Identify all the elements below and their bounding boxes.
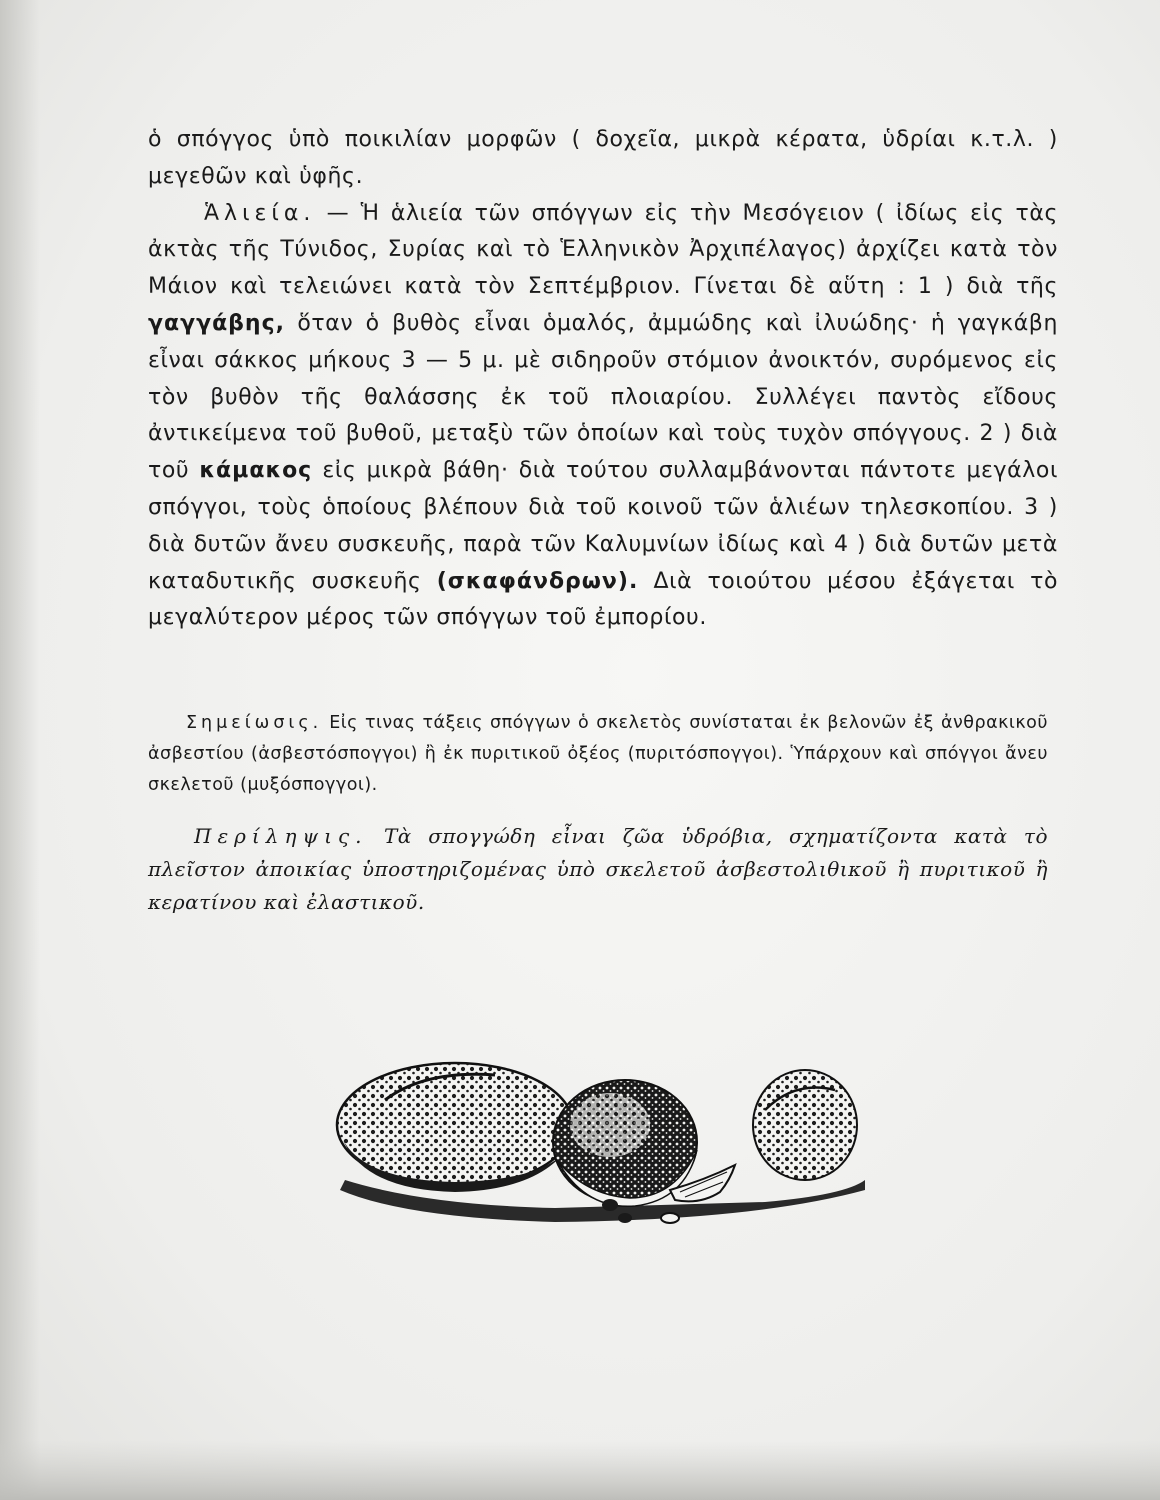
note-heading: Σημείωσις. [186,713,323,733]
note-paragraph [148,708,1048,801]
term-skafandra: (σκαφάνδρων). [436,568,639,594]
paragraph-2 [148,196,1058,638]
summary-paragraph [148,820,1048,919]
note-section [148,708,1048,801]
note-text: Εἰς τινας τάξεις σπόγγων ὁ σκελετὸς συνίσταται ἐκ βελονῶν ἐξ ἀνθρακικοῦ ἀσβεστίου (ἀσβεστόσπογγοι) ἢ ἐκ πυριτικοῦ ὀξέος (πυριτόσπογγοι). Ὑπάρχουν καὶ σπόγγοι ἄνευ σκελετοῦ (μυξόσπογγοι). [148,713,1048,795]
paragraph-2-text-a: — Ἡ ἁλιεία τῶν σπόγγων εἰς τὴν Μεσόγειον ( ἰδίως εἰς τὰς ἀκτὰς τῆς Τύνιδος, Συρίας καὶ τὸ Ἑλληνικὸν Ἀρχιπέλαγος) ἀρχίζει κατὰ τὸν Μάιον καὶ τελειώνει κατὰ τὸν Σεπτέμβριον. Γίνεται δὲ αὕτη : 1 ) διὰ τῆς [148,200,1058,300]
term-gangavi: γαγγάβης, [148,310,285,336]
summary-section [148,820,1048,919]
sponge-middle [553,1080,697,1206]
paragraph-2-text-e: εἰς μικρὰ βάθη· διὰ τούτου συλλαμβάνονται πάντοτε μεγάλοι σπόγγοι, τοὺς ὁποίους βλέπουν διὰ τοῦ κοινοῦ τῶν ἁλιέων τηλεσκοπίου. 3 ) διὰ δυτῶν ἄνευ συσκευῆς, παρὰ τῶν Καλυμνίων ἰδίως καὶ 4 ) διὰ δυτῶν μετὰ καταδυτικῆς συσκευῆς [148,458,1058,594]
fishing-heading: Ἁλιεία. [204,200,316,226]
main-text [148,122,1058,637]
paragraph-2-text-c: ὅταν ὁ βυθὸς εἶναι ὁμαλός, ἀμμώδης καὶ ἰλυώδης· ἡ γαγκάβη εἶναι σάκκος μήκους 3 — 5 μ. μὲ σιδηροῦν στόμιον ἀνοικτόν, συρόμενος εἰς τὸν βυθὸν τῆς θαλάσσης ἐκ τοῦ πλοιαρίου. Συλλέγει παντὸς εἴδους ἀντικείμενα τοῦ βυθοῦ, μεταξὺ τῶν ὁποίων καὶ τοὺς τυχὸν σπόγγους. 2 ) διὰ τοῦ [148,310,1058,484]
sponges-illustration [325,1030,885,1235]
sponge-left [337,1063,573,1192]
paragraph-2-text-g: Διὰ τοιούτου μέσου ἐξάγεται τὸ μεγαλύτερον μέρος τῶν σπόγγων τοῦ ἐμπορίου. [148,568,1058,631]
term-kamakos: κάμακος [199,458,313,484]
paragraph-1: ὁ σπόγγος ὑπὸ ποικιλίαν μορφῶν ( δοχεῖα, μικρὰ κέρατα, ὑδρίαι κ.τ.λ. ) μεγεθῶν καὶ ὑφῆς. [148,127,1058,189]
summary-text: Τὰ σπογγώδη εἶναι ζῶα ὑδρόβια, σχηματίζοντα κατὰ τὸ πλεῖστον ἀποικίας ὑποστηριζομένας ὑπὸ σκελετοῦ ἀσβεστολιθικοῦ ἢ πυριτικοῦ ἢ κερατίνου καὶ ἐλαστικοῦ. [148,824,1048,914]
summary-heading: Περίληψις. [194,824,368,848]
sponge-right [753,1070,857,1180]
